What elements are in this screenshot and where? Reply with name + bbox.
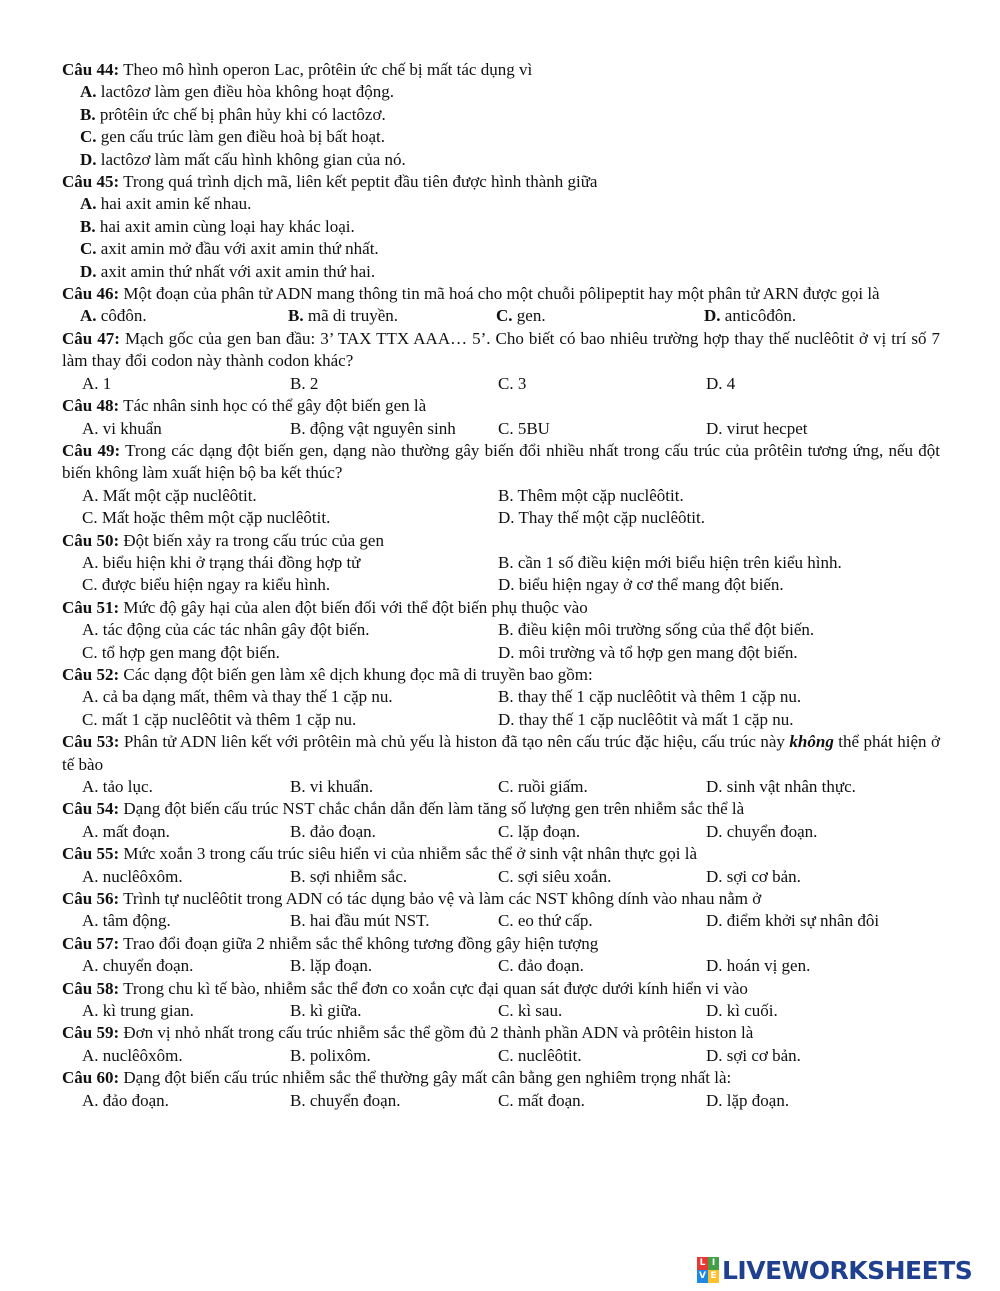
option-d[interactable]: D. chuyển đoạn. — [706, 821, 818, 841]
option-c[interactable]: C. gen. — [496, 306, 546, 326]
question-57 — [62, 933, 940, 978]
option-d[interactable]: D. anticôđôn. — [704, 306, 797, 326]
option-c[interactable]: C. gen cấu trúc làm gen điều hoà bị bất hoạt. — [80, 127, 385, 147]
option-d[interactable]: D. axit amin thứ nhất với axit amin thứ hai. — [80, 261, 376, 281]
option-d[interactable]: D. virut hecpet — [706, 418, 808, 438]
question-label: Câu 45: — [62, 172, 120, 192]
option-b[interactable]: B. cần 1 số điều kiện mới biểu hiện trên kiểu hình. — [498, 552, 842, 572]
question-54 — [62, 798, 940, 843]
question-stem: Mức xoắn 3 trong cấu trúc siêu hiển vi của nhiễm sắc thể ở sinh vật nhân thực gọi là — [119, 844, 698, 864]
logo-icon-l: L — [697, 1257, 708, 1270]
question-label: Câu 51: — [62, 597, 120, 617]
option-b[interactable]: B. kì giữa. — [290, 1001, 362, 1021]
option-c[interactable]: C. Mất hoặc thêm một cặp nuclêôtit. — [82, 508, 331, 528]
question-label: Câu 52: — [62, 664, 120, 684]
option-b[interactable]: B. thay thế 1 cặp nuclêôtit và thêm 1 cặp nu. — [498, 687, 802, 707]
option-c[interactable]: C. mất đoạn. — [498, 1090, 585, 1110]
option-b[interactable]: B. 2 — [290, 373, 319, 393]
question-label: Câu 58: — [62, 978, 120, 998]
question-label: Câu 46: — [62, 284, 120, 304]
option-d[interactable]: D. lặp đoạn. — [706, 1090, 790, 1110]
option-a[interactable]: A. tâm động. — [82, 911, 171, 931]
option-b[interactable]: B. Thêm một cặp nuclêôtit. — [498, 485, 684, 505]
question-stem: Các dạng đột biến gen làm xê dịch khung đọc mã di truyền bao gồm: — [119, 664, 593, 684]
option-a[interactable]: A. đảo đoạn. — [82, 1090, 169, 1110]
option-a[interactable]: A. vi khuẩn — [82, 418, 162, 438]
question-46 — [62, 283, 940, 328]
option-a[interactable]: A. biểu hiện khi ở trạng thái đồng hợp tử — [82, 552, 361, 572]
logo-icon-i: I — [708, 1257, 719, 1270]
option-c[interactable]: C. 5BU — [498, 418, 550, 438]
question-53 — [62, 731, 940, 798]
option-a[interactable]: A. 1 — [82, 373, 112, 393]
option-c[interactable]: C. mất 1 cặp nuclêôtit và thêm 1 cặp nu. — [82, 709, 357, 729]
question-label: Câu 54: — [62, 799, 120, 819]
question-stem: Một đoạn của phân tử ADN mang thông tin mã hoá cho một chuỗi pôlipeptit hay một phân tử ARN được gọi là — [119, 284, 880, 304]
option-a[interactable]: A. tác động của các tác nhân gây đột biến. — [82, 620, 370, 640]
option-d[interactable]: D. điểm khởi sự nhân đôi — [706, 911, 880, 931]
question-58 — [62, 978, 940, 1023]
question-44 — [62, 59, 940, 171]
question-label: Câu 57: — [62, 933, 120, 953]
question-stem: Đột biến xảy ra trong cấu trúc của gen — [119, 530, 384, 550]
option-a[interactable]: A. cả ba dạng mất, thêm và thay thế 1 cặp nu. — [82, 687, 393, 707]
question-stem: Tác nhân sinh học có thể gây đột biến gen là — [119, 396, 427, 416]
question-label: Câu 47: — [62, 328, 120, 348]
option-d[interactable]: D. hoán vị gen. — [706, 956, 811, 976]
option-c[interactable]: C. được biểu hiện ngay ra kiểu hình. — [82, 575, 331, 595]
option-c[interactable]: C. nuclêôtit. — [498, 1045, 582, 1065]
option-d[interactable]: D. thay thế 1 cặp nuclêôtit và mất 1 cặp nu. — [498, 709, 794, 729]
option-c[interactable]: C. đảo đoạn. — [498, 956, 584, 976]
logo-icon-v: V — [697, 1270, 708, 1283]
option-b[interactable]: B. hai axit amin cùng loại hay khác loại. — [80, 216, 355, 236]
option-b[interactable]: B. điều kiện môi trường sống của thể đột biến. — [498, 620, 815, 640]
option-b[interactable]: B. chuyển đoạn. — [290, 1090, 401, 1110]
logo-text: LIVEWORKSHEETS — [722, 1255, 973, 1285]
option-c[interactable]: C. sợi siêu xoắn. — [498, 866, 612, 886]
question-stem: Phân tử ADN liên kết với prôtêin mà chủ yếu là histon đã tạo nên cấu trúc đặc hiệu, cấu trúc này — [119, 732, 790, 752]
option-a[interactable]: A. nuclêôxôm. — [82, 1045, 183, 1065]
question-50 — [62, 530, 940, 597]
option-c[interactable]: C. lặp đoạn. — [498, 821, 581, 841]
question-stem: Theo mô hình operon Lac, prôtêin ức chế bị mất tác dụng vì — [119, 60, 533, 79]
liveworksheets-logo[interactable] — [697, 1253, 972, 1287]
option-b[interactable]: B. sợi nhiễm sắc. — [290, 866, 408, 886]
option-d[interactable]: D. sinh vật nhân thực. — [706, 777, 856, 796]
question-48 — [62, 395, 940, 440]
option-a[interactable]: A. côđôn. — [80, 306, 147, 326]
option-c[interactable]: C. 3 — [498, 373, 527, 393]
option-a[interactable]: A. Mất một cặp nuclêôtit. — [82, 485, 257, 505]
question-label: Câu 44: — [62, 60, 120, 79]
option-c[interactable]: C. tổ hợp gen mang đột biến. — [82, 642, 280, 662]
option-b[interactable]: B. polixôm. — [290, 1045, 371, 1065]
question-label: Câu 59: — [62, 1023, 120, 1043]
question-stem-end: thể phát hiện ở tế bào — [62, 732, 941, 774]
question-51 — [62, 597, 940, 664]
option-b[interactable]: B. lặp đoạn. — [290, 956, 373, 976]
question-52 — [62, 664, 940, 731]
question-label: Câu 55: — [62, 844, 120, 864]
option-d[interactable]: D. lactôzơ làm mất cấu hình không gian của nó. — [80, 149, 406, 169]
question-stem: Mức độ gây hại của alen đột biến đối với thể đột biến phụ thuộc vào — [119, 597, 588, 617]
option-c[interactable]: C. eo thứ cấp. — [498, 911, 593, 931]
question-label: Câu 48: — [62, 396, 120, 416]
question-stem-emphasis: không — [789, 732, 834, 752]
option-d[interactable]: D. sợi cơ bản. — [706, 1045, 801, 1065]
logo-icon-e: E — [708, 1270, 719, 1283]
option-a[interactable]: A. kì trung gian. — [82, 1001, 194, 1021]
option-a[interactable]: A. nuclêôxôm. — [82, 866, 183, 886]
option-b[interactable]: B. đảo đoạn. — [290, 821, 376, 841]
question-60 — [62, 1067, 940, 1112]
question-stem: Trong các dạng đột biến gen, dạng nào thường gây biến đổi nhiều nhất trong cấu trúc của prôtêin tương ứng, nếu đột biến không làm xuất hiện bộ ba kết thúc? — [62, 440, 940, 483]
option-d[interactable]: D. biểu hiện ngay ở cơ thể mang đột biến. — [498, 575, 784, 595]
option-b[interactable]: B. hai đầu mút NST. — [290, 911, 430, 931]
option-a[interactable]: A. lactôzơ làm gen điều hòa không hoạt động. — [80, 82, 394, 102]
question-stem: Mạch gốc của gen ban đầu: 3’ TAX TTX AAA… 5’. Cho biết có bao nhiêu trường hợp thay thế nuclêôtit ở vị trí số 7 làm thay đổi codon này thành codon khác? — [62, 328, 940, 371]
option-b[interactable]: B. mã di truyền. — [288, 306, 399, 326]
option-d[interactable]: D. 4 — [706, 373, 736, 393]
option-b[interactable]: B. động vật nguyên sinh — [290, 418, 456, 438]
option-b[interactable]: B. prôtêin ức chế bị phân hủy khi có lactôzơ. — [80, 104, 386, 124]
option-a[interactable]: A. chuyển đoạn. — [82, 956, 194, 976]
question-stem: Trong chu kì tế bào, nhiễm sắc thể đơn co xoắn cực đại quan sát được dưới kính hiển vi vào — [119, 978, 748, 998]
question-label: Câu 56: — [62, 889, 120, 909]
question-stem: Dạng đột biến cấu trúc nhiễm sắc thể thường gây mất cân bằng gen nghiêm trọng nhất là: — [119, 1068, 732, 1088]
option-d[interactable]: D. sợi cơ bản. — [706, 866, 801, 886]
question-stem: Trong quá trình dịch mã, liên kết peptit đầu tiên được hình thành giữa — [119, 172, 598, 192]
question-label: Câu 49: — [62, 440, 121, 460]
option-c[interactable]: C. axit amin mở đầu với axit amin thứ nhất. — [80, 239, 379, 259]
option-c[interactable]: C. ruồi giấm. — [498, 777, 588, 796]
option-d[interactable]: D. Thay thế một cặp nuclêôtit. — [498, 508, 705, 528]
question-47 — [62, 328, 940, 395]
question-45 — [62, 171, 940, 283]
option-d[interactable]: D. môi trường và tổ hợp gen mang đột biến. — [498, 642, 798, 662]
question-stem: Dạng đột biến cấu trúc NST chắc chắn dẫn đến làm tăng số lượng gen trên nhiễm sắc thể là — [119, 799, 745, 819]
question-label: Câu 50: — [62, 530, 120, 550]
question-stem: Trình tự nuclêôtit trong ADN có tác dụng bảo vệ và làm các NST không dính vào nhau nằm ở — [119, 889, 762, 909]
question-56 — [62, 888, 940, 933]
option-c[interactable]: C. kì sau. — [498, 1001, 563, 1021]
question-stem: Trao đổi đoạn giữa 2 nhiễm sắc thể không tương đồng gây hiện tượng — [119, 933, 599, 953]
option-a[interactable]: A. mất đoạn. — [82, 821, 170, 841]
question-label: Câu 60: — [62, 1068, 120, 1088]
question-stem: Đơn vị nhỏ nhất trong cấu trúc nhiễm sắc thể gồm đủ 2 thành phần ADN và prôtêin histon là — [119, 1023, 754, 1043]
question-59 — [62, 1022, 940, 1067]
liveworksheets-icon — [697, 1257, 719, 1283]
question-label: Câu 53: — [62, 732, 120, 752]
question-55 — [62, 843, 940, 888]
option-d[interactable]: D. kì cuối. — [706, 1001, 778, 1021]
question-49 — [62, 440, 940, 530]
option-a[interactable]: A. tảo lục. — [82, 777, 153, 796]
option-a[interactable]: A. hai axit amin kế nhau. — [80, 194, 252, 214]
worksheet-page — [62, 59, 940, 1112]
option-b[interactable]: B. vi khuẩn. — [290, 777, 374, 796]
